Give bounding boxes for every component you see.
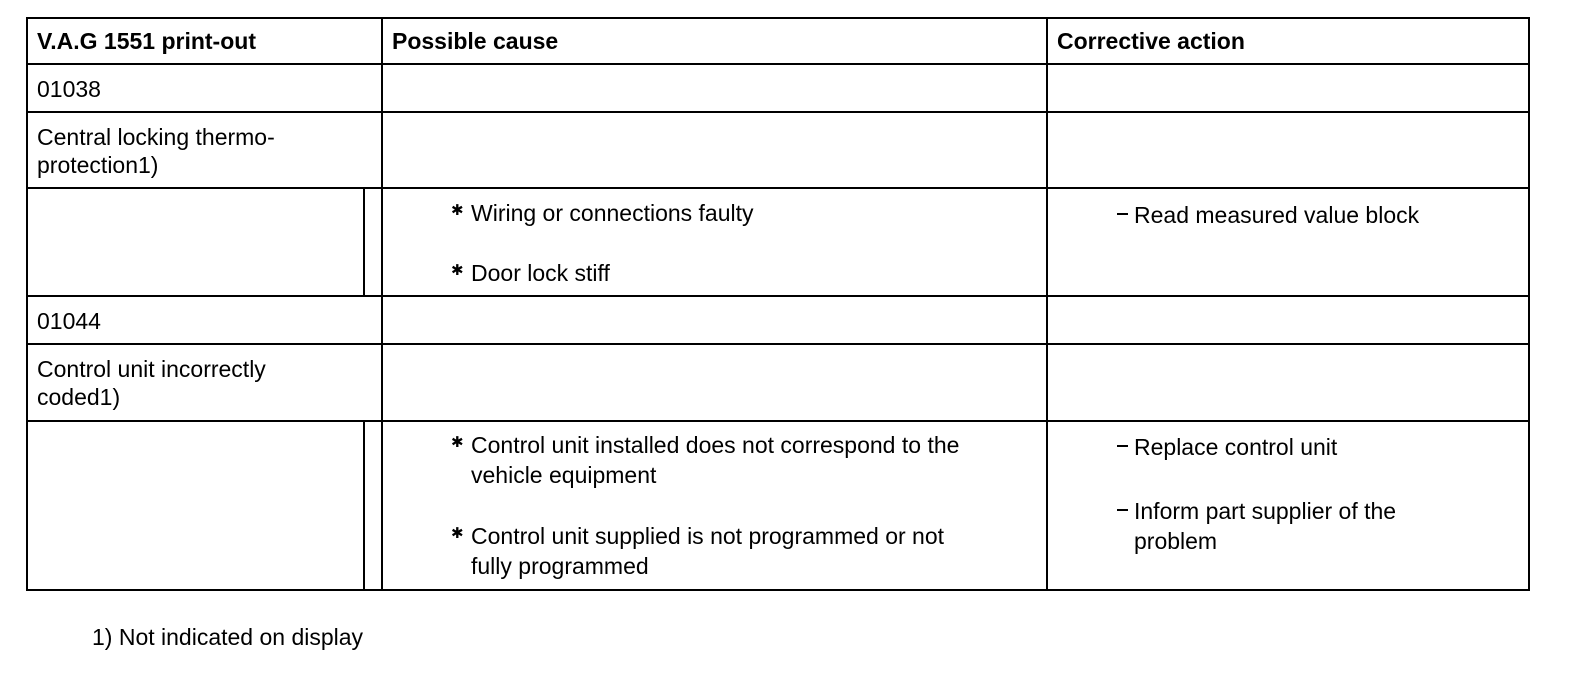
header-corrective-action: Corrective action — [1057, 28, 1245, 54]
column-divider-inner — [363, 420, 365, 591]
dash-bullet-icon — [1117, 509, 1128, 511]
fault-code: 01044 — [37, 308, 101, 334]
possible-cause-text: vehicle equipment — [471, 462, 657, 488]
possible-cause-text: Door lock stiff — [471, 260, 610, 286]
fault-description-line: Control unit incorrectly — [37, 356, 266, 382]
header-printout: V.A.G 1551 print-out — [37, 28, 256, 54]
fault-description-line: coded1) — [37, 384, 121, 410]
dash-bullet-icon — [1117, 213, 1128, 215]
fault-description-line: protection1) — [37, 152, 159, 178]
fault-code: 01038 — [37, 76, 101, 102]
possible-cause-text: Control unit installed does not correspond to the — [471, 432, 960, 458]
row-divider — [26, 63, 1530, 65]
column-divider-inner — [363, 187, 365, 295]
corrective-action-text: Inform part supplier of the — [1134, 498, 1397, 524]
asterisk-bullet-icon: ✱ — [451, 202, 464, 219]
dash-bullet-icon — [1117, 445, 1128, 447]
fault-description-line: Central locking thermo- — [37, 124, 275, 150]
possible-cause-text: fully programmed — [471, 553, 649, 579]
column-divider — [1046, 17, 1048, 591]
row-divider — [26, 343, 1530, 345]
asterisk-bullet-icon: ✱ — [451, 434, 464, 451]
corrective-action-text: Read measured value block — [1134, 202, 1420, 228]
row-divider — [26, 187, 1530, 189]
possible-cause-text: Wiring or connections faulty — [471, 200, 754, 226]
diagnostic-table — [26, 17, 1530, 591]
row-divider — [26, 420, 1530, 422]
header-possible-cause: Possible cause — [392, 28, 559, 54]
column-divider — [381, 17, 383, 591]
corrective-action-text: Replace control unit — [1134, 434, 1338, 460]
asterisk-bullet-icon: ✱ — [451, 262, 464, 279]
row-divider — [26, 111, 1530, 113]
corrective-action-text: problem — [1134, 528, 1218, 554]
row-divider — [26, 295, 1530, 297]
footnote: 1) Not indicated on display — [92, 624, 364, 650]
possible-cause-text: Control unit supplied is not programmed or not — [471, 523, 945, 549]
asterisk-bullet-icon: ✱ — [451, 525, 464, 542]
